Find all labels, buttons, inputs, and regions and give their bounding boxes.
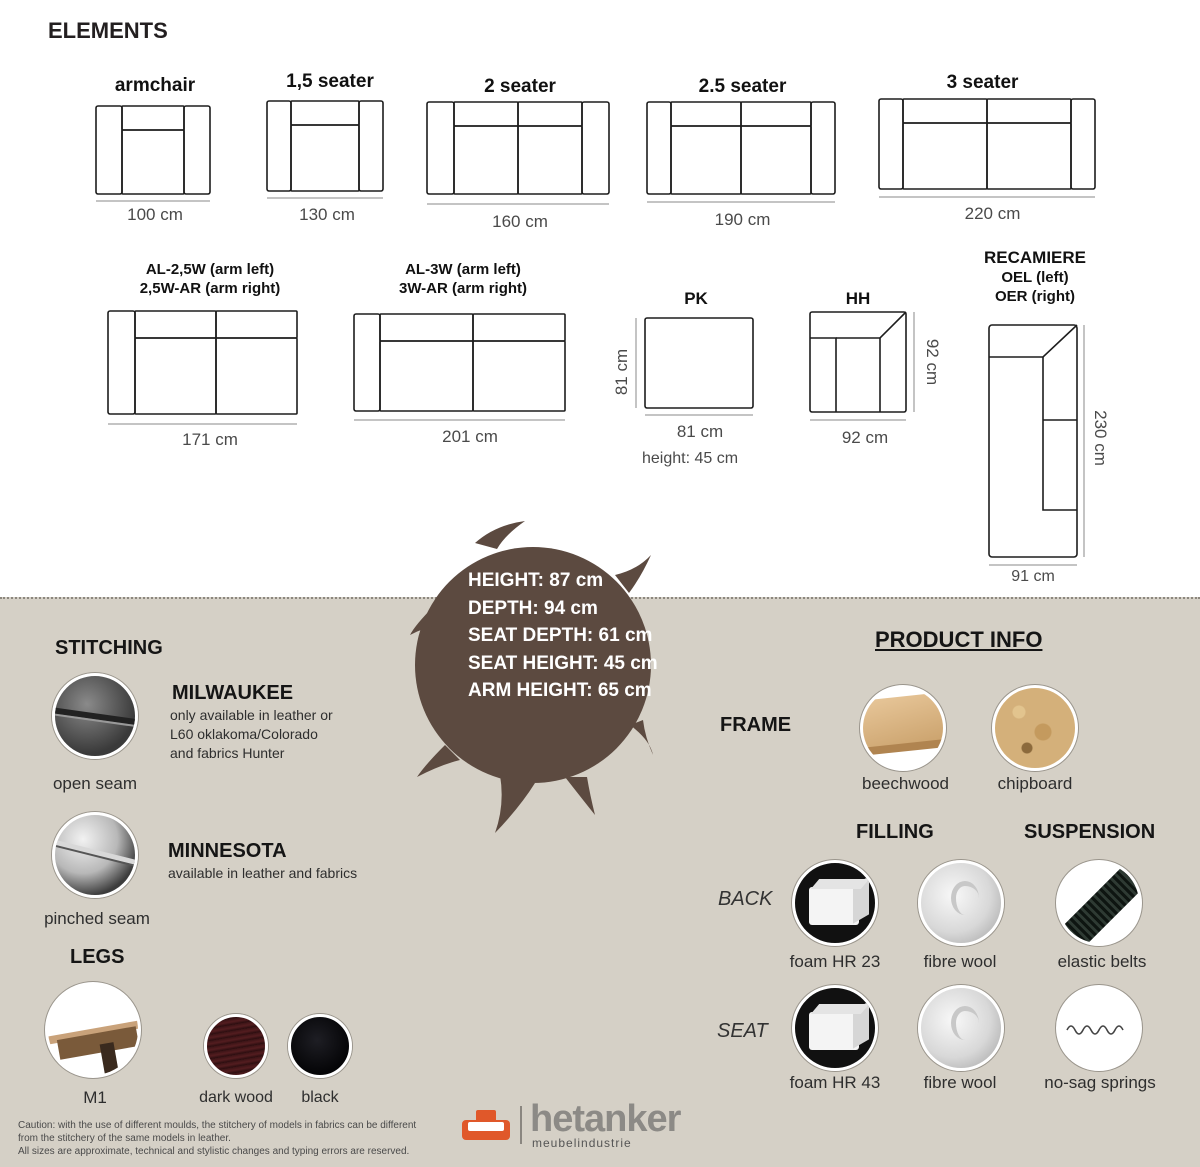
milwaukee-desc-1: only available in leather or <box>170 707 333 723</box>
foam-hr23-caption: foam HR 23 <box>789 952 881 971</box>
m1-leg-swatch <box>45 982 141 1078</box>
al25-dim: 171 cm <box>182 430 238 449</box>
stat-arm-height: ARM HEIGHT: 65 cm <box>468 680 652 701</box>
two-seater-dim: 160 cm <box>492 212 548 231</box>
legal-line-2: from the stitchery of the same models in leather. <box>18 1133 231 1144</box>
one-half-seater-drawing <box>267 101 383 191</box>
legal-line-1: Caution: with the use of different moulds, the stitchery of models in fabrics can be different <box>18 1120 417 1131</box>
recamiere-name: RECAMIERE <box>983 248 1086 267</box>
product-info-title: PRODUCT INFO <box>875 627 1043 652</box>
foam-hr43-caption: foam HR 43 <box>789 1073 881 1092</box>
stat-seat-depth: SEAT DEPTH: 61 cm <box>468 625 653 646</box>
pk-drawing <box>645 318 753 408</box>
stat-depth: DEPTH: 94 cm <box>468 597 598 619</box>
legs-title: LEGS <box>70 946 125 968</box>
hh-dim-w: 92 cm <box>841 428 889 447</box>
chipboard-caption: chipboard <box>997 774 1073 793</box>
pk-title: PK <box>684 289 708 308</box>
elastic-belts-swatch <box>1056 860 1142 946</box>
no-sag-springs-caption: no-sag springs <box>1044 1073 1156 1092</box>
two-seater-title: 2 seater <box>484 76 556 97</box>
armchair-dim: 100 cm <box>127 205 183 224</box>
elements-title: ELEMENTS <box>48 18 168 43</box>
milwaukee-title: MILWAUKEE <box>172 682 294 704</box>
pk-dim-w: 81 cm <box>676 422 724 441</box>
recamiere-drawing <box>989 325 1077 557</box>
al3-line2: 3W-AR (arm right) <box>398 280 528 297</box>
open-seam-swatch <box>52 673 138 759</box>
al25-line2: 2,5W-AR (arm right) <box>139 280 281 297</box>
al25-line1: AL-2,5W (arm left) <box>145 261 275 278</box>
hh-dim-h: 92 cm <box>923 338 942 386</box>
stitching-title: STITCHING <box>55 637 163 659</box>
logo-wordmark: hetanker <box>530 1098 681 1140</box>
two-half-seater-title: 2.5 seater <box>698 76 787 97</box>
fibre-wool-seat-caption: fibre wool <box>923 1073 997 1092</box>
three-seater-dim: 220 cm <box>964 204 1021 223</box>
stat-height: HEIGHT: 87 cm <box>468 570 604 591</box>
legal-note <box>18 1119 458 1158</box>
pk-dim-h: 81 cm <box>612 348 631 396</box>
two-half-seater-drawing <box>647 102 835 194</box>
al-3w-drawing <box>354 314 565 411</box>
milwaukee-desc <box>170 706 333 763</box>
recamiere-line2: OER (right) <box>995 288 1075 305</box>
one-half-seater-dim: 130 cm <box>299 205 355 224</box>
suspension-title: SUSPENSION <box>1024 821 1156 843</box>
armchair-title: armchair <box>114 75 196 96</box>
hh-title: HH <box>845 289 871 308</box>
logo-tagline: meubelindustrie <box>532 1136 632 1150</box>
hh-drawing <box>810 312 906 412</box>
al-25w-drawing <box>108 311 297 414</box>
no-sag-springs-swatch <box>1056 985 1142 1071</box>
m1-caption: M1 <box>83 1088 107 1107</box>
recamiere-dim-h: 230 cm <box>1091 410 1110 466</box>
dark-wood-caption: dark wood <box>199 1089 273 1106</box>
frame-title: FRAME <box>720 714 792 736</box>
al3-title <box>358 260 568 298</box>
milwaukee-desc-3: and fabrics Hunter <box>170 745 285 761</box>
black-swatch <box>288 1014 352 1078</box>
sofa-logo-icon <box>460 1108 512 1144</box>
one-half-seater-title: 1,5 seater <box>286 71 374 92</box>
beechwood-swatch <box>860 685 946 771</box>
open-seam-caption: open seam <box>52 774 138 793</box>
al3-line1: AL-3W (arm left) <box>405 261 521 278</box>
legal-line-3: All sizes are approximate, technical and stylistic changes and typing errors are reserved. <box>18 1146 410 1157</box>
minnesota-desc: available in leather and fabrics <box>168 865 358 881</box>
fibre-wool-back-caption: fibre wool <box>923 952 997 971</box>
foam-hr43-swatch <box>792 985 878 1071</box>
pinched-seam-caption: pinched seam <box>44 909 150 928</box>
two-half-seater-dim: 190 cm <box>714 210 771 229</box>
stats-list <box>468 567 658 705</box>
minnesota-title: MINNESOTA <box>168 840 287 862</box>
fibre-wool-back-swatch <box>918 860 1004 946</box>
foam-hr23-swatch <box>792 860 878 946</box>
pk-height: height: 45 cm <box>641 450 739 467</box>
spring-icon <box>1059 988 1139 1068</box>
chipboard-swatch <box>992 685 1078 771</box>
al25-title <box>105 260 315 298</box>
three-seater-title: 3 seater <box>946 72 1019 93</box>
two-seater-drawing <box>427 102 609 194</box>
elastic-belts-caption: elastic belts <box>1057 952 1147 971</box>
dark-wood-swatch <box>204 1014 268 1078</box>
recamiere-title <box>960 247 1110 306</box>
milwaukee-desc-2: L60 oklakoma/Colorado <box>170 726 318 742</box>
black-caption: black <box>301 1089 339 1106</box>
three-seater-drawing <box>879 99 1095 189</box>
al3-dim: 201 cm <box>442 427 498 446</box>
armchair-drawing <box>96 106 210 194</box>
recamiere-dim-w: 91 cm <box>1011 568 1055 585</box>
back-label: BACK <box>718 888 773 910</box>
pinched-seam-swatch <box>52 812 138 898</box>
fibre-wool-seat-swatch <box>918 985 1004 1071</box>
beechwood-caption: beechwood <box>862 774 949 793</box>
seat-label: SEAT <box>717 1020 768 1042</box>
filling-title: FILLING <box>856 821 934 843</box>
recamiere-line1: OEL (left) <box>1001 269 1069 286</box>
stat-seat-height: SEAT HEIGHT: 45 cm <box>468 652 658 674</box>
hetanker-logo <box>460 1098 720 1150</box>
